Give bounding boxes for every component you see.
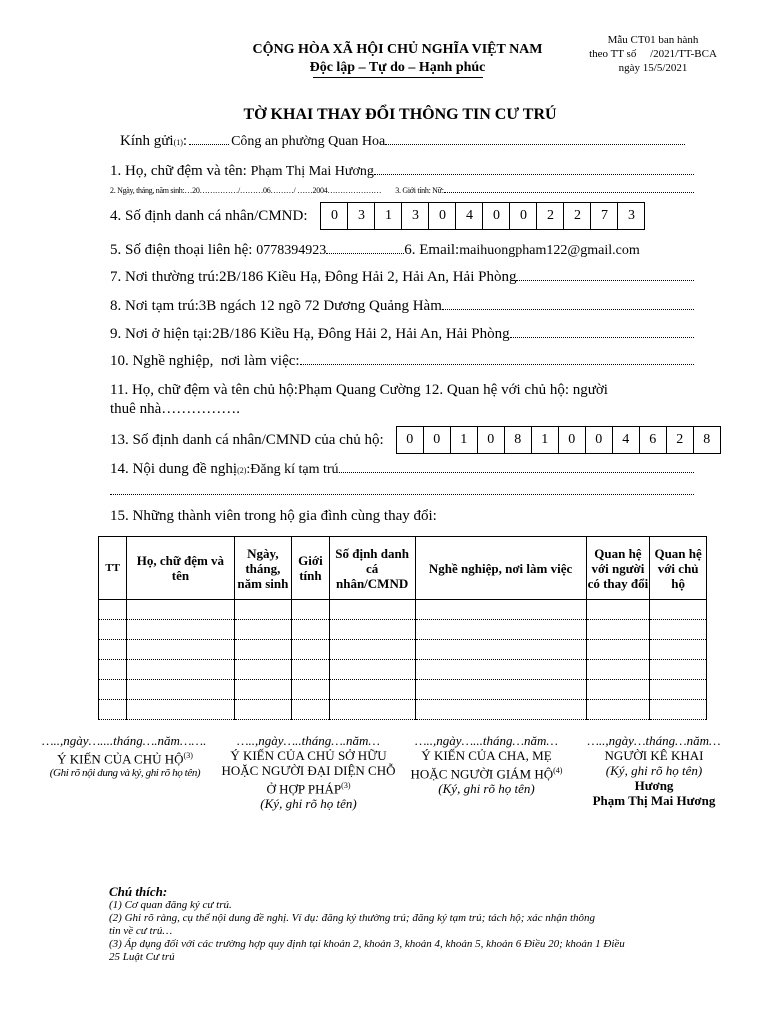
members-label: 15. Những thành viên trong hộ gia đình cùng thay đổi: xyxy=(110,508,437,524)
col-tt: TT xyxy=(99,537,127,600)
table-row xyxy=(99,600,707,620)
temporary-row xyxy=(110,298,694,315)
table-cell xyxy=(650,620,707,640)
sig1-title: Ý KIẾN CỦA CHỦ HỘ$^{(3)}$ xyxy=(57,751,193,767)
request-row xyxy=(110,461,694,478)
sig2-note: (Ký, ghi rõ họ tên) xyxy=(260,796,357,812)
sig3-title: Ý KIẾN CỦA CHA, MẸ HOẶC NGƯỜI GIÁM HỘ$^{(4)}$ xyxy=(410,748,563,782)
note-2b: tin về cư trú… xyxy=(109,925,173,937)
table-row xyxy=(99,620,707,640)
sig4-date: …..,ngày…tháng…năm… xyxy=(587,733,721,748)
table-cell xyxy=(650,700,707,720)
dob-row xyxy=(110,186,694,195)
id-digit: 3 xyxy=(627,208,635,223)
notes-heading: Chú thích: xyxy=(109,884,168,899)
sig-guardian xyxy=(404,733,569,796)
table-cell xyxy=(292,600,329,620)
request-extra-line xyxy=(110,494,694,495)
email-value: maihuongpham122@gmail.com xyxy=(459,243,640,258)
table-cell xyxy=(586,620,650,640)
householder-id-digit: 0 xyxy=(424,427,451,453)
temporary-value: 3B ngách 12 ngõ 72 Dương Quảng Hàm xyxy=(198,298,442,314)
table-cell xyxy=(99,620,127,640)
table-cell xyxy=(586,700,650,720)
phone-value: 0778394923 xyxy=(256,243,327,258)
table-cell xyxy=(127,660,234,680)
sig-declarant xyxy=(574,733,734,808)
form-code-line1: Mẫu CT01 ban hành xyxy=(607,34,699,46)
table-cell xyxy=(586,680,650,700)
table-cell xyxy=(234,680,292,700)
col-relation-head: Quan hệ với chủ hộ xyxy=(650,537,707,600)
table-cell xyxy=(127,620,234,640)
form-code xyxy=(578,33,728,75)
email-label: 6. Email: xyxy=(404,242,460,258)
table-cell xyxy=(586,640,650,660)
col-name: Họ, chữ đệm và tên xyxy=(127,537,234,600)
note-3a: (3) Áp dụng đối với các trường hợp quy định tại khoản 2, khoản 3, khoản 4, khoản 5, khoản 6 Điều 20; khoản 1 Điều xyxy=(109,938,625,950)
note-2a: (2) Ghi rõ ràng, cụ thể nội dung đề nghị. Ví dụ: đăng ký thường trú; đăng ký tạm trú; tách hộ; xác nhận thông xyxy=(109,912,596,924)
householder-id-digit: 0 xyxy=(586,427,613,453)
id-digit: 2 xyxy=(537,203,564,229)
sig1-note: (Ghi rõ nội dung và ký, ghi rõ họ tên) xyxy=(49,767,201,780)
householder-id-digit: 6 xyxy=(640,427,667,453)
householder-id-digit: 8 xyxy=(703,432,711,447)
request-sup: (2) xyxy=(237,466,247,475)
householder-id-digit-boxes xyxy=(396,426,721,454)
table-cell xyxy=(234,660,292,680)
permanent-row xyxy=(110,269,694,286)
id-digit: 2 xyxy=(564,203,591,229)
table-cell xyxy=(586,660,650,680)
note-3b: 25 Luật Cư trú xyxy=(109,951,175,963)
recipient-label: Kính gửi xyxy=(120,133,174,149)
name-label: 1. Họ, chữ đệm và tên: xyxy=(110,163,247,179)
table-header-row xyxy=(99,537,707,600)
id-digit: 0 xyxy=(483,203,510,229)
sig1-date: …..,ngày…....tháng….năm……. xyxy=(42,733,207,748)
temporary-label: 8. Nơi tạm trú: xyxy=(110,298,199,314)
recipient-colon: : xyxy=(182,133,188,149)
table-row xyxy=(99,700,707,720)
table-cell xyxy=(234,620,292,640)
table-cell xyxy=(127,680,234,700)
name-row xyxy=(110,163,694,180)
current-label: 9. Nơi ở hiện tại: xyxy=(110,326,213,342)
table-cell xyxy=(329,700,415,720)
table-cell xyxy=(650,680,707,700)
national-header xyxy=(230,42,565,78)
dob-label: 2. Ngày, tháng, năm sinh:…20……………/………06………/ ……2004………………… xyxy=(110,186,382,195)
householder-id-digit: 0 xyxy=(397,427,424,453)
table-cell xyxy=(292,640,329,660)
table-cell xyxy=(127,700,234,720)
table-cell xyxy=(99,700,127,720)
householder-id-label: 13. Số định danh cá nhân/CMND của chủ hộ: xyxy=(110,431,384,448)
col-relation-changer: Quan hệ với người có thay đổi xyxy=(586,537,650,600)
householder-block xyxy=(110,381,700,419)
id-row xyxy=(110,202,645,230)
notes-section xyxy=(109,884,709,964)
id-digit: 4 xyxy=(456,203,483,229)
table-cell xyxy=(127,640,234,660)
householder-line2: thuê nhà……………. xyxy=(110,401,240,417)
col-gender: Giới tính xyxy=(292,537,329,600)
form-code-line3: ngày 15/5/2021 xyxy=(618,62,688,74)
table-cell xyxy=(415,640,586,660)
table-cell xyxy=(292,660,329,680)
table-cell xyxy=(292,700,329,720)
table-cell xyxy=(650,660,707,680)
contact-row xyxy=(110,242,694,259)
sig-householder xyxy=(36,733,214,781)
id-digit: 3 xyxy=(348,203,375,229)
table-row xyxy=(99,680,707,700)
sig4-signature: Hương xyxy=(634,778,674,793)
table-cell xyxy=(99,680,127,700)
members-table xyxy=(98,536,707,720)
col-job: Nghề nghiệp, nơi làm việc xyxy=(415,537,586,600)
table-cell xyxy=(415,620,586,640)
householder-id-digit: 4 xyxy=(613,427,640,453)
id-digit: 3 xyxy=(402,203,429,229)
phone-label: 5. Số điện thoại liên hệ: xyxy=(110,242,253,258)
sig2-title: Ý KIẾN CỦA CHỦ SỞ HỮU HOẶC NGƯỜI ĐẠI DIỆN CHỖ Ở HỢP PHÁP$^{(3)}$ xyxy=(221,748,396,797)
permanent-label: 7. Nơi thường trú: xyxy=(110,269,219,285)
sig4-signer: Phạm Thị Mai Hương xyxy=(592,793,716,808)
id-label: 4. Số định danh cá nhân/CMND: xyxy=(110,207,308,224)
motto: Độc lập – Tự do – Hạnh phúc xyxy=(309,60,486,75)
current-value: 2B/186 Kiều Hạ, Đông Hải 2, Hải An, Hải Phòng xyxy=(212,326,510,342)
recipient-value: Công an phường Quan Hoa xyxy=(231,134,386,149)
table-cell xyxy=(415,660,586,680)
recipient-line xyxy=(120,133,685,150)
sig3-note: (Ký, ghi rõ họ tên) xyxy=(438,781,535,797)
col-dob: Ngày, tháng, năm sinh xyxy=(234,537,292,600)
householder-id-digit: 0 xyxy=(559,427,586,453)
form-title: TỜ KHAI THAY ĐỔI THÔNG TIN CƯ TRÚ xyxy=(243,106,557,123)
id-digit: 1 xyxy=(375,203,402,229)
table-cell xyxy=(586,600,650,620)
table-cell xyxy=(650,640,707,660)
table-cell xyxy=(99,640,127,660)
table-cell xyxy=(329,640,415,660)
householder-id-row xyxy=(110,426,721,454)
current-row xyxy=(110,326,694,343)
householder-id-digit: 8 xyxy=(505,427,532,453)
id-digit: 7 xyxy=(591,203,618,229)
householder-id-digit: 1 xyxy=(532,427,559,453)
sig2-date: …..,ngày…..tháng….năm… xyxy=(236,733,380,748)
table-cell xyxy=(415,700,586,720)
form-code-line2: theo TT số /2021/TT-BCA xyxy=(589,48,717,60)
table-row xyxy=(99,640,707,660)
name-value: Phạm Thị Mai Hương xyxy=(250,164,374,179)
job-row xyxy=(110,353,694,370)
sig4-title: NGƯỜI KÊ KHAI xyxy=(604,748,704,763)
col-id: Số định danh cá nhân/CMND xyxy=(329,537,415,600)
table-cell xyxy=(415,680,586,700)
table-cell xyxy=(99,600,127,620)
householder-id-digit: 1 xyxy=(451,427,478,453)
permanent-value: 2B/186 Kiều Hạ, Đông Hải 2, Hải An, Hải Phòng xyxy=(219,269,517,285)
table-cell xyxy=(650,600,707,620)
table-cell xyxy=(127,600,234,620)
table-cell xyxy=(329,620,415,640)
request-value: :Đăng kí tạm trú xyxy=(246,462,339,477)
table-cell xyxy=(329,680,415,700)
id-digit: 0 xyxy=(429,203,456,229)
motto-underline xyxy=(313,77,483,78)
table-cell xyxy=(292,680,329,700)
table-cell xyxy=(329,600,415,620)
table-cell xyxy=(329,660,415,680)
sig-owner xyxy=(221,733,396,811)
table-cell xyxy=(99,660,127,680)
note-1: (1) Cơ quan đăng ký cư trú. xyxy=(109,899,232,911)
recipient-sup: (1) xyxy=(173,138,183,147)
request-label: 14. Nội dung đề nghị xyxy=(110,461,238,477)
sig4-note: (Ký, ghi rõ họ tên) xyxy=(605,763,703,778)
id-digit-boxes xyxy=(320,202,645,230)
table-row xyxy=(99,660,707,680)
table-cell xyxy=(292,620,329,640)
nation-name: CỘNG HÒA XÃ HỘI CHỦ NGHĨA VIỆT NAM xyxy=(252,42,543,57)
householder-id-digit: 2 xyxy=(667,427,694,453)
table-cell xyxy=(234,700,292,720)
sig3-date: …..,ngày…...tháng…năm… xyxy=(414,733,558,748)
job-label: 10. Nghề nghiệp, nơi làm việc: xyxy=(110,353,300,369)
gender-label: 3. Giới tính: Nữ: xyxy=(395,186,444,195)
id-digit: 0 xyxy=(510,203,537,229)
table-cell xyxy=(415,600,586,620)
table-cell xyxy=(234,600,292,620)
table-cell xyxy=(234,640,292,660)
id-digit: 0 xyxy=(321,203,348,229)
householder-id-digit: 0 xyxy=(478,427,505,453)
householder-line1: 11. Họ, chữ đệm và tên chủ hộ:Phạm Quang Cường 12. Quan hệ với chủ hộ: người xyxy=(110,382,608,398)
